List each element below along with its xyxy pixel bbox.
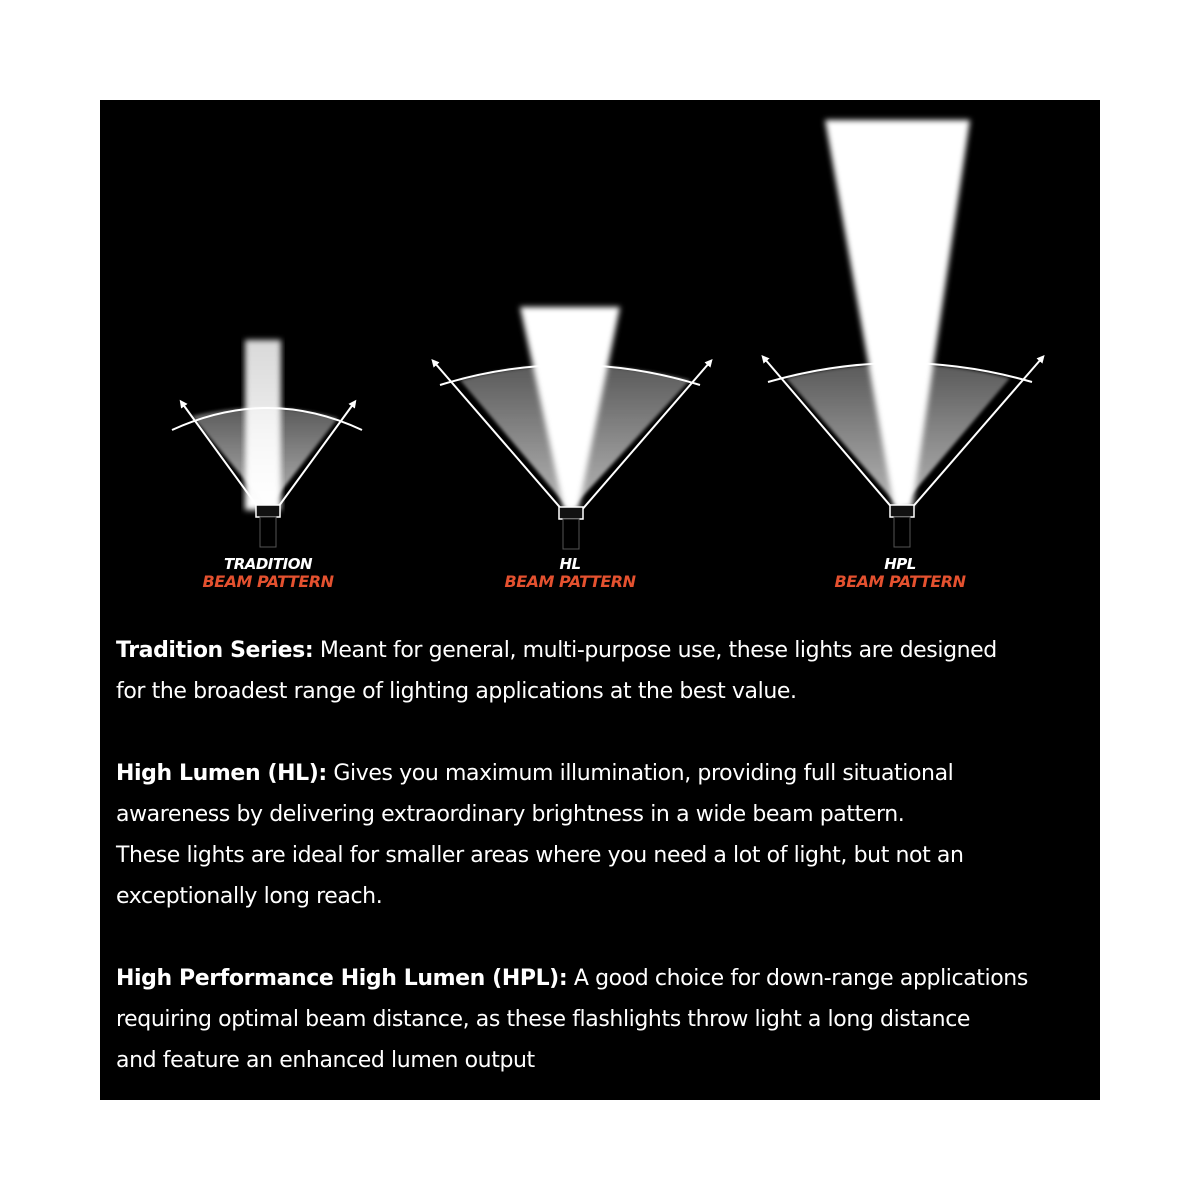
hpl-description xyxy=(116,958,1096,1081)
tradition-description xyxy=(116,630,1096,712)
hl-term: High Lumen (HL): xyxy=(116,761,327,786)
hl-beam-sub: BEAM PATTERN xyxy=(504,572,636,591)
tradition-beam-shaft xyxy=(245,340,281,510)
beam-pattern-diagram xyxy=(100,100,1100,620)
description-line: Meant for general, multi-purpose use, these lights are designed xyxy=(313,638,997,663)
hl-description xyxy=(116,753,1096,917)
hl-beam-name: HL xyxy=(559,555,581,573)
hl-beam-graphic xyxy=(434,307,710,549)
beam-pattern-panel xyxy=(100,100,1100,1100)
description-line: exceptionally long reach. xyxy=(116,884,383,909)
description-line: Gives you maximum illumination, providing full situational xyxy=(326,761,954,786)
description-line: awareness by delivering extraordinary brightness in a wide beam pattern. xyxy=(116,802,905,827)
hpl-beam-graphic xyxy=(764,120,1042,547)
description-line: for the broadest range of lighting applications at the best value. xyxy=(116,679,797,704)
hpl-beam-sub: BEAM PATTERN xyxy=(834,572,966,591)
tradition-beam-label xyxy=(178,555,358,591)
tradition-beam-graphic xyxy=(172,340,362,547)
hpl-beam-name: HPL xyxy=(884,555,916,573)
hpl-term: High Performance High Lumen (HPL): xyxy=(116,966,568,991)
tradition-beam-name: TRADITION xyxy=(223,555,313,573)
tradition-beam-sub: BEAM PATTERN xyxy=(202,572,334,591)
hl-beam-label xyxy=(480,555,660,591)
description-line: A good choice for down-range applications xyxy=(567,966,1028,991)
description-line: and feature an enhanced lumen output xyxy=(116,1048,535,1073)
hpl-flashlight-head xyxy=(890,505,914,517)
description-line: These lights are ideal for smaller areas where you need a lot of light, but not an xyxy=(116,843,964,868)
description-line: requiring optimal beam distance, as these flashlights throw light a long distance xyxy=(116,1007,971,1032)
tradition-flashlight-head xyxy=(256,505,280,517)
tradition-term: Tradition Series: xyxy=(116,638,314,663)
hpl-beam-label xyxy=(810,555,990,591)
hl-flashlight-head xyxy=(559,507,583,519)
